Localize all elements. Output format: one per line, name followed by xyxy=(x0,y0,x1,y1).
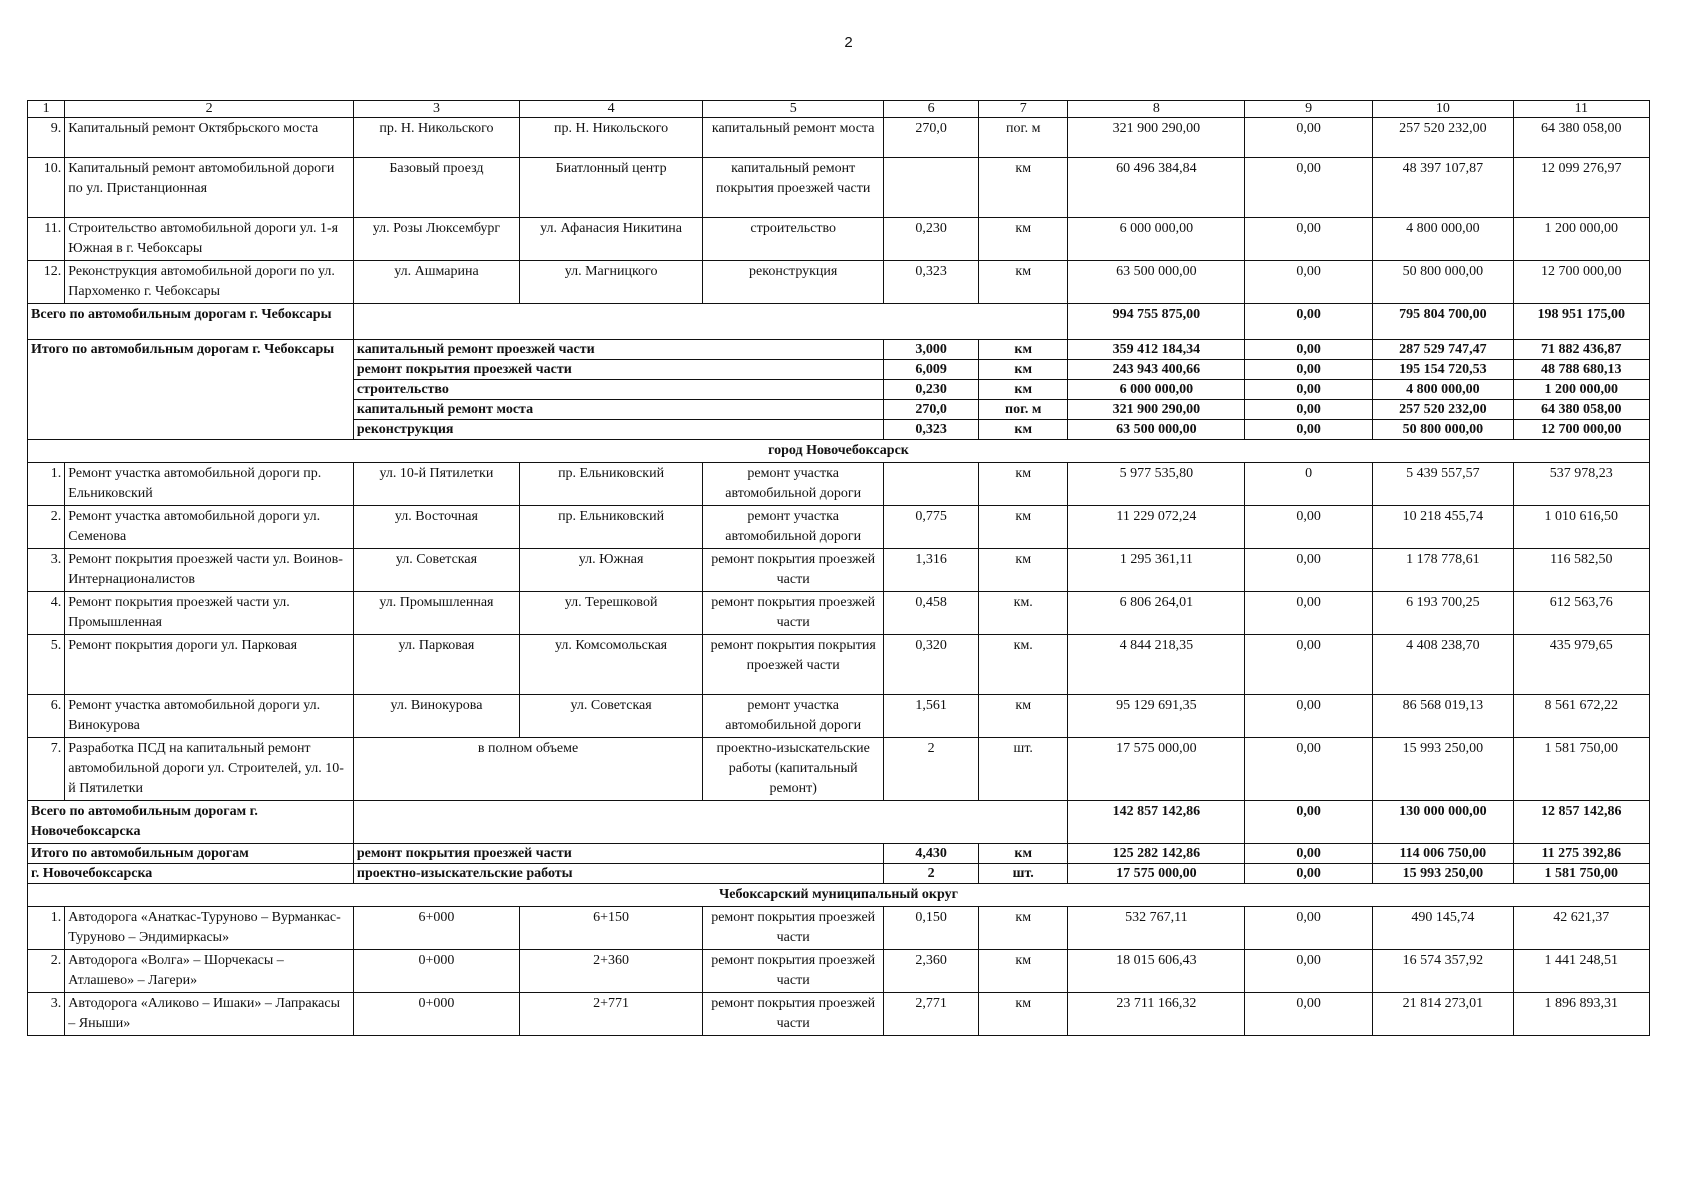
length: 4,430 xyxy=(884,844,979,864)
column-number: 5 xyxy=(703,101,884,118)
unit: км xyxy=(979,380,1068,400)
total-cost: 6 806 264,01 xyxy=(1068,592,1245,635)
col9-value: 0,00 xyxy=(1245,218,1373,261)
col10-value: 15 993 250,00 xyxy=(1373,738,1514,801)
col10-value: 4 408 238,70 xyxy=(1373,635,1514,695)
col9-value: 0,00 xyxy=(1245,635,1373,695)
col11-value: 64 380 058,00 xyxy=(1513,400,1649,420)
work-type: ремонт участка автомобильной дороги xyxy=(703,695,884,738)
unit: км xyxy=(979,549,1068,592)
col11-value: 71 882 436,87 xyxy=(1513,340,1649,360)
col10-value: 6 193 700,25 xyxy=(1373,592,1514,635)
length: 0,323 xyxy=(884,420,979,440)
unit: шт. xyxy=(979,738,1068,801)
start-point: пр. Н. Никольского xyxy=(353,118,519,158)
work-type: реконструкция xyxy=(703,261,884,304)
object-name: Капитальный ремонт автомобильной дороги по ул. Пристанционная xyxy=(65,158,354,218)
object-name: Ремонт покрытия дороги ул. Парковая xyxy=(65,635,354,695)
total-blank xyxy=(353,304,1068,340)
total-row xyxy=(28,304,1650,340)
summary-row xyxy=(28,864,1650,884)
work-type: ремонт покрытия проезжей части xyxy=(703,993,884,1036)
col9-value: 0,00 xyxy=(1245,801,1373,844)
unit: км xyxy=(979,218,1068,261)
section-row xyxy=(28,884,1650,907)
col9-value: 0,00 xyxy=(1245,340,1373,360)
col9-value: 0,00 xyxy=(1245,360,1373,380)
col11-value: 1 200 000,00 xyxy=(1513,380,1649,400)
work-type: капитальный ремонт моста xyxy=(703,118,884,158)
total-cost: 63 500 000,00 xyxy=(1068,261,1245,304)
start-point: ул. Розы Люксембург xyxy=(353,218,519,261)
table-row xyxy=(28,463,1650,506)
table-body xyxy=(28,101,1650,1036)
object-name: Автодорога «Анаткас-Туруново – Вурманкас-Туруново – Эндимиркасы» xyxy=(65,907,354,950)
col11-value: 12 700 000,00 xyxy=(1513,261,1649,304)
unit: км xyxy=(979,463,1068,506)
length: 0,150 xyxy=(884,907,979,950)
unit: км xyxy=(979,907,1068,950)
length: 0,230 xyxy=(884,380,979,400)
end-point: 6+150 xyxy=(520,907,703,950)
col10-value: 287 529 747,47 xyxy=(1373,340,1514,360)
col11-value: 1 200 000,00 xyxy=(1513,218,1649,261)
total-cost: 142 857 142,86 xyxy=(1068,801,1245,844)
column-number: 1 xyxy=(28,101,65,118)
unit: км xyxy=(979,158,1068,218)
end-point: Биатлонный центр xyxy=(520,158,703,218)
row-number: 2. xyxy=(28,950,65,993)
unit: км xyxy=(979,506,1068,549)
table-row xyxy=(28,506,1650,549)
row-number: 4. xyxy=(28,592,65,635)
end-point: ул. Афанасия Никитина xyxy=(520,218,703,261)
length: 2,771 xyxy=(884,993,979,1036)
work-type: капитальный ремонт покрытия проезжей части xyxy=(703,158,884,218)
column-number: 3 xyxy=(353,101,519,118)
col10-value: 21 814 273,01 xyxy=(1373,993,1514,1036)
total-blank xyxy=(353,801,1068,844)
col9-value: 0,00 xyxy=(1245,592,1373,635)
col11-value: 1 441 248,51 xyxy=(1513,950,1649,993)
total-cost: 18 015 606,43 xyxy=(1068,950,1245,993)
length xyxy=(884,158,979,218)
total-cost: 321 900 290,00 xyxy=(1068,400,1245,420)
row-number: 10. xyxy=(28,158,65,218)
section-title: город Новочебоксарск xyxy=(28,440,1650,463)
summary-label: Итого по автомобильным дорогам xyxy=(28,844,354,864)
row-number: 6. xyxy=(28,695,65,738)
row-number: 9. xyxy=(28,118,65,158)
col9-value: 0,00 xyxy=(1245,844,1373,864)
end-point: ул. Терешковой xyxy=(520,592,703,635)
total-cost: 532 767,11 xyxy=(1068,907,1245,950)
col10-value: 257 520 232,00 xyxy=(1373,118,1514,158)
total-cost: 5 977 535,80 xyxy=(1068,463,1245,506)
table-row xyxy=(28,738,1650,801)
col10-value: 795 804 700,00 xyxy=(1373,304,1514,340)
col10-value: 86 568 019,13 xyxy=(1373,695,1514,738)
object-name: Автодорога «Волга» – Шорчекасы – Атлашево» – Лагери» xyxy=(65,950,354,993)
col10-value: 5 439 557,57 xyxy=(1373,463,1514,506)
length: 2 xyxy=(884,738,979,801)
unit: шт. xyxy=(979,864,1068,884)
summary-row xyxy=(28,844,1650,864)
total-cost: 994 755 875,00 xyxy=(1068,304,1245,340)
table-row xyxy=(28,635,1650,695)
total-cost: 6 000 000,00 xyxy=(1068,218,1245,261)
work-type: ремонт покрытия проезжей части xyxy=(353,360,883,380)
section-title: Чебоксарский муниципальный округ xyxy=(28,884,1650,907)
col9-value: 0,00 xyxy=(1245,549,1373,592)
col10-value: 48 397 107,87 xyxy=(1373,158,1514,218)
col11-value: 8 561 672,22 xyxy=(1513,695,1649,738)
unit: км xyxy=(979,695,1068,738)
length: 6,009 xyxy=(884,360,979,380)
col11-value: 1 010 616,50 xyxy=(1513,506,1649,549)
column-number: 4 xyxy=(520,101,703,118)
summary-row xyxy=(28,340,1650,360)
total-cost: 4 844 218,35 xyxy=(1068,635,1245,695)
col9-value: 0,00 xyxy=(1245,380,1373,400)
work-type: строительство xyxy=(703,218,884,261)
col9-value: 0,00 xyxy=(1245,738,1373,801)
unit: км xyxy=(979,420,1068,440)
col9-value: 0,00 xyxy=(1245,864,1373,884)
col10-value: 4 800 000,00 xyxy=(1373,218,1514,261)
col10-value: 10 218 455,74 xyxy=(1373,506,1514,549)
row-number: 1. xyxy=(28,907,65,950)
total-cost: 23 711 166,32 xyxy=(1068,993,1245,1036)
work-type: ремонт покрытия проезжей части xyxy=(703,907,884,950)
length: 270,0 xyxy=(884,118,979,158)
col10-value: 114 006 750,00 xyxy=(1373,844,1514,864)
row-number: 12. xyxy=(28,261,65,304)
col9-value: 0,00 xyxy=(1245,158,1373,218)
row-number: 2. xyxy=(28,506,65,549)
col9-value: 0,00 xyxy=(1245,695,1373,738)
column-number: 6 xyxy=(884,101,979,118)
column-number: 8 xyxy=(1068,101,1245,118)
object-name: Капитальный ремонт Октябрьского моста xyxy=(65,118,354,158)
work-type: проектно-изыскательские работы xyxy=(353,864,883,884)
column-number: 10 xyxy=(1373,101,1514,118)
table-row xyxy=(28,950,1650,993)
col11-value: 11 275 392,86 xyxy=(1513,844,1649,864)
col9-value: 0,00 xyxy=(1245,400,1373,420)
end-point: ул. Комсомольская xyxy=(520,635,703,695)
work-type: ремонт покрытия покрытия проезжей части xyxy=(703,635,884,695)
table-row xyxy=(28,218,1650,261)
col9-value: 0,00 xyxy=(1245,420,1373,440)
object-name: Реконструкция автомобильной дороги по ул. Пархоменко г. Чебоксары xyxy=(65,261,354,304)
total-cost: 63 500 000,00 xyxy=(1068,420,1245,440)
total-cost: 6 000 000,00 xyxy=(1068,380,1245,400)
work-type: ремонт покрытия проезжей части xyxy=(703,950,884,993)
object-name: Разработка ПСД на капитальный ремонт автомобильной дороги ул. Строителей, ул. 10-й Пятилетки xyxy=(65,738,354,801)
table-row xyxy=(28,907,1650,950)
col11-value: 1 581 750,00 xyxy=(1513,738,1649,801)
work-type: реконструкция xyxy=(353,420,883,440)
length: 3,000 xyxy=(884,340,979,360)
col11-value: 12 099 276,97 xyxy=(1513,158,1649,218)
start-point: ул. Советская xyxy=(353,549,519,592)
end-point: 2+360 xyxy=(520,950,703,993)
work-type: ремонт участка автомобильной дороги xyxy=(703,463,884,506)
length: 270,0 xyxy=(884,400,979,420)
column-number: 7 xyxy=(979,101,1068,118)
col11-value: 12 857 142,86 xyxy=(1513,801,1649,844)
col10-value: 50 800 000,00 xyxy=(1373,261,1514,304)
table-row xyxy=(28,592,1650,635)
roads-table xyxy=(27,100,1650,1036)
object-name: Ремонт покрытия проезжей части ул. Промышленная xyxy=(65,592,354,635)
work-type: капитальный ремонт моста xyxy=(353,400,883,420)
start-point: Базовый проезд xyxy=(353,158,519,218)
object-name: Ремонт участка автомобильной дороги пр. Ельниковский xyxy=(65,463,354,506)
work-type: проектно-изыскательские работы (капитальный ремонт) xyxy=(703,738,884,801)
length: 2 xyxy=(884,864,979,884)
col11-value: 1 581 750,00 xyxy=(1513,864,1649,884)
start-point: 6+000 xyxy=(353,907,519,950)
col9-value: 0,00 xyxy=(1245,118,1373,158)
col11-value: 1 896 893,31 xyxy=(1513,993,1649,1036)
start-point: ул. Промышленная xyxy=(353,592,519,635)
length xyxy=(884,463,979,506)
col11-value: 537 978,23 xyxy=(1513,463,1649,506)
col11-value: 435 979,65 xyxy=(1513,635,1649,695)
object-name: Ремонт участка автомобильной дороги ул. Семенова xyxy=(65,506,354,549)
length: 0,320 xyxy=(884,635,979,695)
col11-value: 12 700 000,00 xyxy=(1513,420,1649,440)
col11-value: 64 380 058,00 xyxy=(1513,118,1649,158)
object-name: Ремонт участка автомобильной дороги ул. Винокурова xyxy=(65,695,354,738)
unit: км xyxy=(979,340,1068,360)
object-name: Строительство автомобильной дороги ул. 1-я Южная в г. Чебоксары xyxy=(65,218,354,261)
col9-value: 0 xyxy=(1245,463,1373,506)
total-cost: 95 129 691,35 xyxy=(1068,695,1245,738)
page-number: 2 xyxy=(844,34,853,51)
table-row xyxy=(28,118,1650,158)
section-extent: в полном объеме xyxy=(353,738,702,801)
unit: км. xyxy=(979,635,1068,695)
table-row xyxy=(28,993,1650,1036)
table-row xyxy=(28,695,1650,738)
row-number: 3. xyxy=(28,549,65,592)
total-label: Всего по автомобильным дорогам г. Новочебоксарска xyxy=(28,801,354,844)
col9-value: 0,00 xyxy=(1245,950,1373,993)
start-point: ул. Винокурова xyxy=(353,695,519,738)
length: 2,360 xyxy=(884,950,979,993)
col10-value: 490 145,74 xyxy=(1373,907,1514,950)
work-type: ремонт участка автомобильной дороги xyxy=(703,506,884,549)
col11-value: 612 563,76 xyxy=(1513,592,1649,635)
total-label: Всего по автомобильным дорогам г. Чебоксары xyxy=(28,304,354,340)
col10-value: 50 800 000,00 xyxy=(1373,420,1514,440)
unit: км xyxy=(979,993,1068,1036)
col11-value: 116 582,50 xyxy=(1513,549,1649,592)
total-cost: 17 575 000,00 xyxy=(1068,738,1245,801)
work-type: ремонт покрытия проезжей части xyxy=(703,549,884,592)
object-name: Ремонт покрытия проезжей части ул. Воинов-Интернационалистов xyxy=(65,549,354,592)
length: 0,458 xyxy=(884,592,979,635)
work-type: ремонт покрытия проезжей части xyxy=(353,844,883,864)
work-type: строительство xyxy=(353,380,883,400)
start-point: ул. Восточная xyxy=(353,506,519,549)
col11-value: 42 621,37 xyxy=(1513,907,1649,950)
row-number: 1. xyxy=(28,463,65,506)
unit: пог. м xyxy=(979,118,1068,158)
col10-value: 130 000 000,00 xyxy=(1373,801,1514,844)
section-row xyxy=(28,440,1650,463)
length: 0,323 xyxy=(884,261,979,304)
work-type: капитальный ремонт проезжей части xyxy=(353,340,883,360)
row-number: 7. xyxy=(28,738,65,801)
total-row xyxy=(28,801,1650,844)
col9-value: 0,00 xyxy=(1245,993,1373,1036)
length: 1,316 xyxy=(884,549,979,592)
work-type: ремонт покрытия проезжей части xyxy=(703,592,884,635)
length: 0,775 xyxy=(884,506,979,549)
length: 0,230 xyxy=(884,218,979,261)
end-point: пр. Ельниковский xyxy=(520,506,703,549)
col9-value: 0,00 xyxy=(1245,304,1373,340)
total-cost: 359 412 184,34 xyxy=(1068,340,1245,360)
col10-value: 4 800 000,00 xyxy=(1373,380,1514,400)
col9-value: 0,00 xyxy=(1245,506,1373,549)
end-point: ул. Магницкого xyxy=(520,261,703,304)
column-number: 11 xyxy=(1513,101,1649,118)
table-row xyxy=(28,549,1650,592)
total-cost: 243 943 400,66 xyxy=(1068,360,1245,380)
col10-value: 257 520 232,00 xyxy=(1373,400,1514,420)
total-cost: 321 900 290,00 xyxy=(1068,118,1245,158)
col10-value: 1 178 778,61 xyxy=(1373,549,1514,592)
col9-value: 0,00 xyxy=(1245,907,1373,950)
column-number-row xyxy=(28,101,1650,118)
row-number: 11. xyxy=(28,218,65,261)
column-number: 9 xyxy=(1245,101,1373,118)
total-cost: 1 295 361,11 xyxy=(1068,549,1245,592)
end-point: 2+771 xyxy=(520,993,703,1036)
unit: пог. м xyxy=(979,400,1068,420)
end-point: пр. Н. Никольского xyxy=(520,118,703,158)
object-name: Автодорога «Аликово – Ишаки» – Лапракасы – Яныши» xyxy=(65,993,354,1036)
end-point: ул. Южная xyxy=(520,549,703,592)
start-point: 0+000 xyxy=(353,993,519,1036)
unit: км xyxy=(979,950,1068,993)
start-point: ул. 10-й Пятилетки xyxy=(353,463,519,506)
length: 1,561 xyxy=(884,695,979,738)
summary-label: г. Новочебоксарска xyxy=(28,864,354,884)
start-point: ул. Ашмарина xyxy=(353,261,519,304)
unit: км xyxy=(979,844,1068,864)
end-point: ул. Советская xyxy=(520,695,703,738)
total-cost: 60 496 384,84 xyxy=(1068,158,1245,218)
row-number: 5. xyxy=(28,635,65,695)
col11-value: 48 788 680,13 xyxy=(1513,360,1649,380)
total-cost: 11 229 072,24 xyxy=(1068,506,1245,549)
col9-value: 0,00 xyxy=(1245,261,1373,304)
unit: км. xyxy=(979,592,1068,635)
summary-label: Итого по автомобильным дорогам г. Чебоксары xyxy=(28,340,354,440)
column-number: 2 xyxy=(65,101,354,118)
col11-value: 198 951 175,00 xyxy=(1513,304,1649,340)
start-point: 0+000 xyxy=(353,950,519,993)
start-point: ул. Парковая xyxy=(353,635,519,695)
total-cost: 17 575 000,00 xyxy=(1068,864,1245,884)
unit: км xyxy=(979,360,1068,380)
table-row xyxy=(28,261,1650,304)
total-cost: 125 282 142,86 xyxy=(1068,844,1245,864)
col10-value: 16 574 357,92 xyxy=(1373,950,1514,993)
end-point: пр. Ельниковский xyxy=(520,463,703,506)
table-row xyxy=(28,158,1650,218)
unit: км xyxy=(979,261,1068,304)
col10-value: 195 154 720,53 xyxy=(1373,360,1514,380)
col10-value: 15 993 250,00 xyxy=(1373,864,1514,884)
row-number: 3. xyxy=(28,993,65,1036)
